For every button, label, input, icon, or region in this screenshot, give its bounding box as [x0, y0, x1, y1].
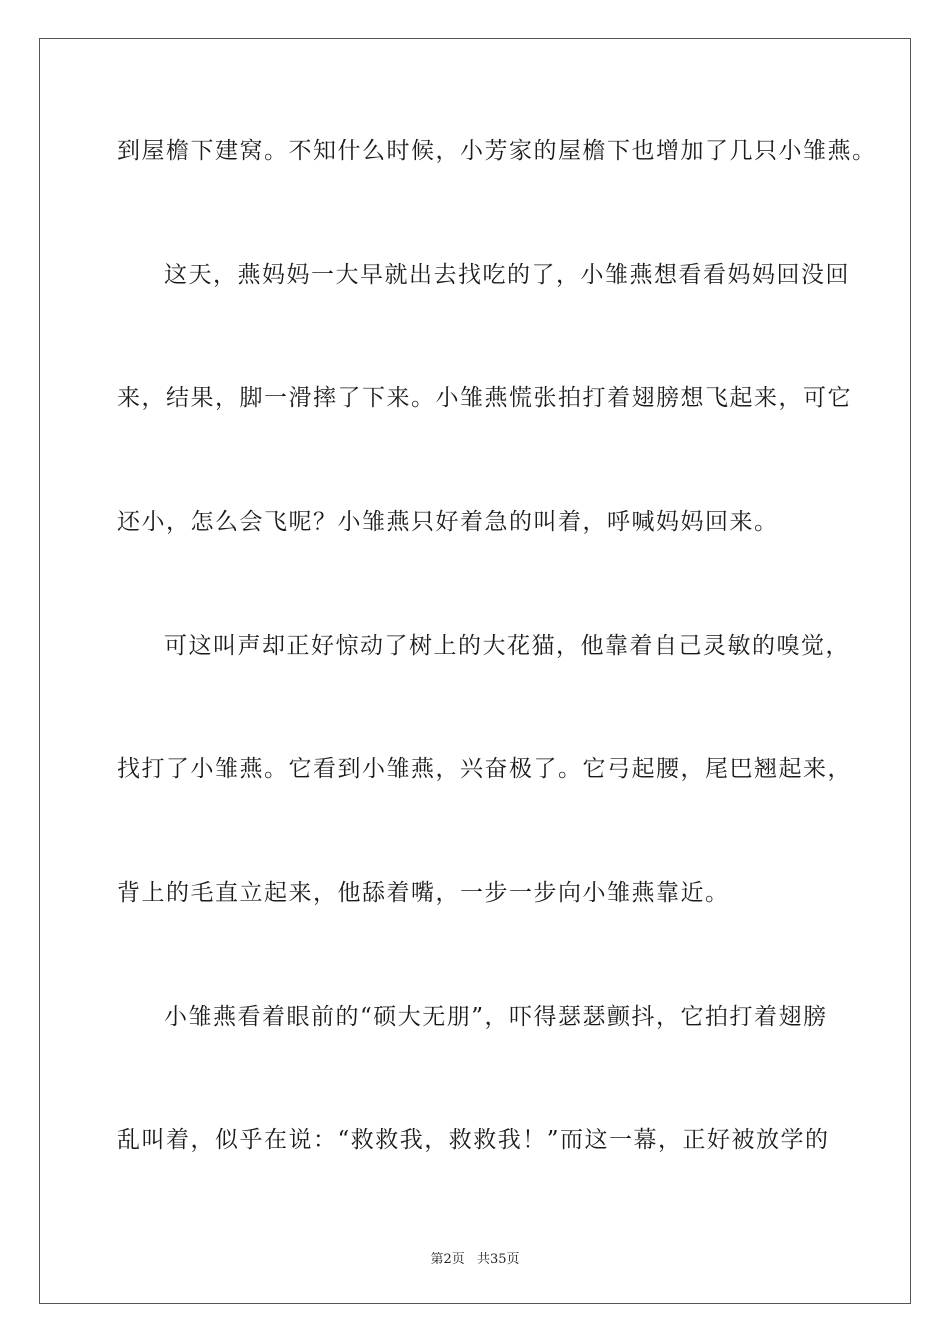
page-footer [0, 1248, 950, 1267]
text-line-5: 可这叫声却正好惊动了树上的大花猫，他靠着自己灵敏的嗅觉， [164, 633, 850, 659]
text-line-1: 到屋檐下建窝。不知什么时候，小芳家的屋檐下也增加了几只小雏燕。 [117, 138, 877, 164]
total-pages: 共35页 [476, 1252, 520, 1267]
text-line-9: 乱叫着，似乎在说：“救救我，救救我！”而这一幕，正好被放学的 [117, 1127, 830, 1153]
text-line-4: 还小，怎么会飞呢？小雏燕只好着急的叫着，呼喊妈妈回来。 [117, 509, 779, 535]
text-line-2: 这天，燕妈妈一大早就出去找吃的了，小雏燕想看看妈妈回没回 [164, 262, 850, 288]
page-number: 第2页 [430, 1252, 465, 1267]
text-line-3: 来，结果，脚一滑摔了下来。小雏燕慌张拍打着翅膀想飞起来，可它 [117, 385, 852, 411]
text-line-8: 小雏燕看着眼前的“硕大无朋”，吓得瑟瑟颤抖，它拍打着翅膀 [164, 1004, 828, 1030]
text-line-7: 背上的毛直立起来，他舔着嘴，一步一步向小雏燕靠近。 [117, 880, 730, 906]
text-line-6: 找打了小雏燕。它看到小雏燕，兴奋极了。它弓起腰，尾巴翘起来， [117, 756, 852, 782]
page-border [39, 38, 911, 1304]
